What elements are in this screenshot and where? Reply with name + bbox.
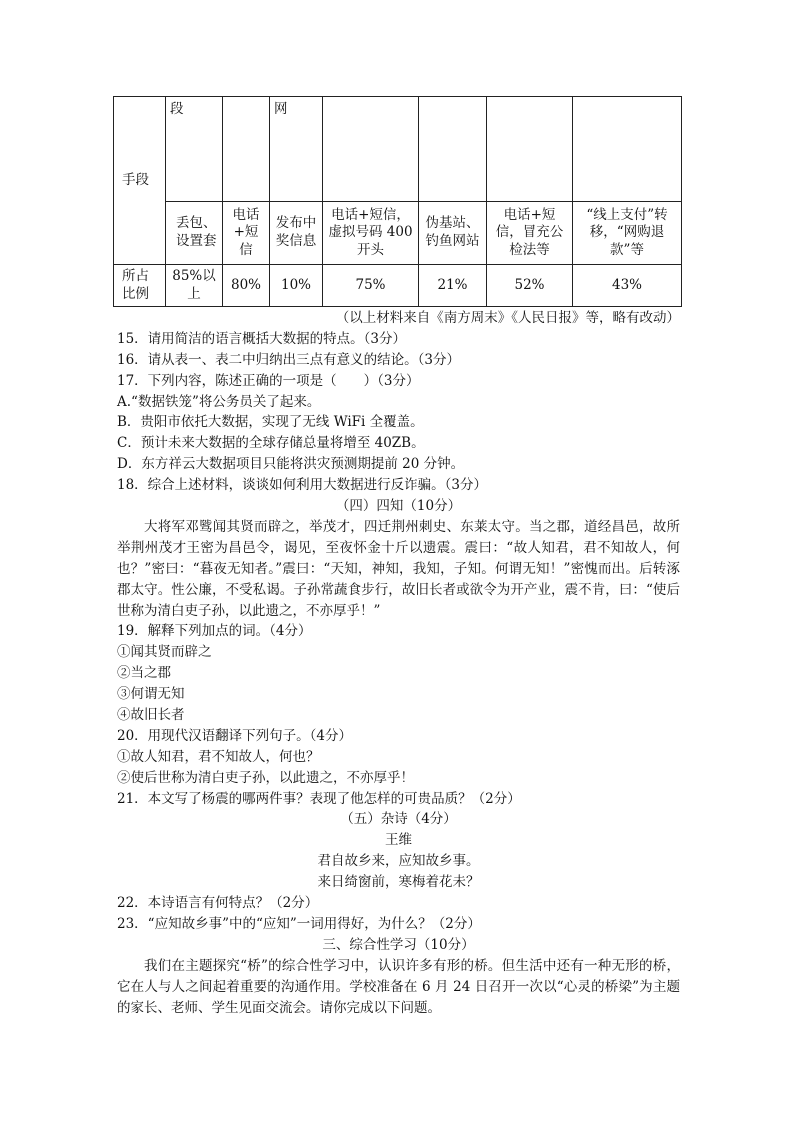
- header-cell: 手段: [114, 97, 166, 265]
- table-row-ratio: [114, 265, 682, 307]
- table-cell: 85%以上: [166, 265, 223, 307]
- table-cell: 电话+短信，冒充公检法等: [487, 202, 573, 265]
- table-cell: [419, 97, 487, 202]
- table-cell: 丢包、设置套: [166, 202, 223, 265]
- section-title: 三、综合性学习（10分）: [322, 936, 475, 953]
- option-line: C．预计未来大数据的全球存储总量将增至 40ZB。: [117, 435, 425, 452]
- table-cell: [487, 97, 573, 202]
- fraud-methods-table: [113, 96, 682, 307]
- option-line: D．东方祥云大数据项目只能将洪灾预测期提前 20 分钟。: [117, 456, 465, 473]
- poem-line: 君自故乡来，应知故乡事。: [317, 853, 480, 870]
- table-row-methods: [114, 202, 682, 265]
- classical-passage: 大将军邓骘闻其贤而辟之，举茂才，四迁荆州刺史、东莱太守。当之郡，道经昌邑，故所举荆州茂才王密为昌邑令，谒见，至夜怀金十斤以遗震。震曰：“故人知君，君不知故人，何也？”密曰：“暮夜无知者。”震曰：“天知，神知，我知，子知。何谓无知！”密愧而出。后转涿郡太守。性公廉，不受私谒。子孙常蔬食步行，故旧长者或欲令为开产业，震不肯，曰：“使后世称为清白吏子孙，以此遗之，不亦厚乎！”: [117, 518, 680, 619]
- table-cell: 发布中奖信息: [270, 202, 323, 265]
- table-cell: 伪基站、钓鱼网站: [419, 202, 487, 265]
- table-cell: 电话+短信，虚拟号码 400 开头: [323, 202, 419, 265]
- table-cell: 75%: [323, 265, 419, 307]
- question-line: 23．“应知故乡事”中的“应知”一词用得好，为什么？（2分）: [117, 915, 481, 932]
- option-line: B．贵阳市依托大数据，实现了无线 WiFi 全覆盖。: [117, 414, 424, 431]
- question-line: 16．请从表一、表二中归纳出三点有意义的结论。（3分）: [117, 351, 461, 368]
- table-cell: 电话+短信: [223, 202, 270, 265]
- option-line: A.“数据铁笼”将公务员关了起来。: [117, 393, 321, 410]
- section-title: （五）杂诗（4分）: [340, 811, 457, 828]
- section-passage: 我们在主题探究“桥”的综合性学习中，认识许多有形的桥。但生活中还有一种无形的桥，它在人与人之间起着重要的沟通作用。学校准备在 6 月 24 日召开一次以“心灵的桥梁”为主题的家长、老师、学生见面交流会。请你完成以下问题。: [117, 957, 680, 1016]
- poem-author: 王维: [385, 832, 412, 849]
- question-line: 18．综合上述材料，谈谈如何利用大数据进行反诈骗。（3分）: [117, 477, 488, 494]
- table-cell: 网: [270, 97, 323, 202]
- table-cell: “线上支付”转移，“网购退款”等: [573, 202, 682, 265]
- question-line: 22．本诗语言有何特点？（2分）: [117, 895, 319, 912]
- question-line: 19．解释下列加点的词。（4分）: [117, 623, 312, 640]
- table-cell: 43%: [573, 265, 682, 307]
- table-cell: 10%: [270, 265, 323, 307]
- poem-line: 来日绮窗前，寒梅着花未？: [317, 874, 480, 891]
- ratio-header-cell: 所占比例: [114, 265, 166, 307]
- table-cell: 80%: [223, 265, 270, 307]
- sub-question-line: ②使后世称为清白吏子孙，以此遗之，不亦厚乎！: [117, 769, 414, 786]
- question-line: 15．请用简洁的语言概括大数据的特点。（3分）: [117, 330, 407, 347]
- source-note: （以上材料来自《南方周末》《人民日报》等，略有改动）: [335, 310, 680, 326]
- sub-question-line: ④故旧长者: [117, 707, 185, 723]
- sub-question-line: ②当之郡: [117, 665, 171, 682]
- section-title: （四）四知（10分）: [335, 498, 462, 515]
- table-cell: [223, 97, 270, 202]
- table-cell: 52%: [487, 265, 573, 307]
- table-cell: 段: [166, 97, 223, 202]
- question-line: 17．下列内容，陈述正确的一项是（ ）（3分）: [117, 372, 420, 389]
- question-line: 21．本文写了杨震的哪两件事？表现了他怎样的可贵品质？（2分）: [117, 790, 521, 807]
- sub-question-line: ③何谓无知: [117, 686, 185, 703]
- exam-content: [117, 308, 680, 1018]
- sub-question-line: ①故人知君，君不知故人，何也？: [117, 748, 320, 765]
- sub-question-line: ①闻其贤而辟之: [117, 644, 212, 661]
- table-cell: [323, 97, 419, 202]
- question-line: 20．用现代汉语翻译下列句子。（4分）: [117, 727, 353, 744]
- table-cell: 21%: [419, 265, 487, 307]
- table-cell: [573, 97, 682, 202]
- table-row-top: [114, 97, 682, 202]
